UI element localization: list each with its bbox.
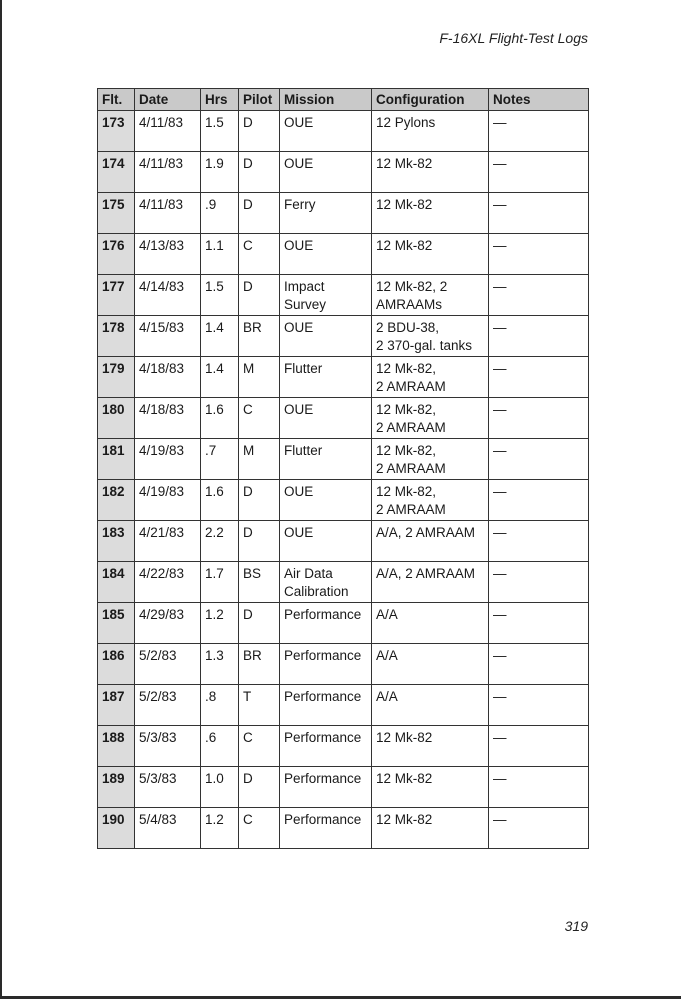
cell-flight-number: 177 bbox=[98, 275, 135, 316]
cell-pilot: D bbox=[239, 521, 280, 562]
cell-pilot: M bbox=[239, 357, 280, 398]
cell-flight-number: 186 bbox=[98, 644, 135, 685]
cell-notes: — bbox=[489, 521, 589, 562]
cell-mission: OUE bbox=[280, 152, 372, 193]
cell-hours: .6 bbox=[201, 726, 239, 767]
table-row bbox=[98, 193, 589, 234]
cell-flight-number: 175 bbox=[98, 193, 135, 234]
cell-mission: Flutter bbox=[280, 357, 372, 398]
cell-configuration: 12 Mk-82, 2 AMRAAM bbox=[372, 439, 489, 480]
header-mission: Mission bbox=[280, 89, 372, 111]
cell-pilot: D bbox=[239, 111, 280, 152]
cell-hours: 1.9 bbox=[201, 152, 239, 193]
flight-test-log-table bbox=[97, 88, 589, 849]
cell-pilot: M bbox=[239, 439, 280, 480]
cell-mission: OUE bbox=[280, 480, 372, 521]
cell-hours: 1.7 bbox=[201, 562, 239, 603]
cell-pilot: C bbox=[239, 398, 280, 439]
table-row bbox=[98, 234, 589, 275]
cell-pilot: D bbox=[239, 767, 280, 808]
cell-notes: — bbox=[489, 562, 589, 603]
cell-date: 5/3/83 bbox=[135, 726, 201, 767]
cell-flight-number: 179 bbox=[98, 357, 135, 398]
cell-date: 4/18/83 bbox=[135, 357, 201, 398]
header-row bbox=[98, 89, 589, 111]
table-row bbox=[98, 398, 589, 439]
cell-mission: OUE bbox=[280, 111, 372, 152]
cell-mission: OUE bbox=[280, 316, 372, 357]
page-left-border bbox=[0, 0, 2, 999]
cell-pilot: D bbox=[239, 193, 280, 234]
cell-flight-number: 184 bbox=[98, 562, 135, 603]
cell-pilot: BR bbox=[239, 644, 280, 685]
cell-date: 5/3/83 bbox=[135, 767, 201, 808]
header-notes: Notes bbox=[489, 89, 589, 111]
table-row bbox=[98, 562, 589, 603]
table-row bbox=[98, 316, 589, 357]
cell-pilot: D bbox=[239, 275, 280, 316]
cell-pilot: BR bbox=[239, 316, 280, 357]
cell-notes: — bbox=[489, 767, 589, 808]
cell-flight-number: 173 bbox=[98, 111, 135, 152]
header-date: Date bbox=[135, 89, 201, 111]
cell-mission: Air Data Calibration bbox=[280, 562, 372, 603]
cell-date: 4/21/83 bbox=[135, 521, 201, 562]
cell-notes: — bbox=[489, 439, 589, 480]
cell-mission: OUE bbox=[280, 398, 372, 439]
cell-mission: Ferry bbox=[280, 193, 372, 234]
cell-notes: — bbox=[489, 193, 589, 234]
cell-date: 4/18/83 bbox=[135, 398, 201, 439]
cell-flight-number: 174 bbox=[98, 152, 135, 193]
cell-flight-number: 189 bbox=[98, 767, 135, 808]
table-row bbox=[98, 480, 589, 521]
cell-notes: — bbox=[489, 234, 589, 275]
table-row bbox=[98, 685, 589, 726]
table-row bbox=[98, 808, 589, 849]
cell-configuration: 12 Mk-82 bbox=[372, 808, 489, 849]
cell-date: 4/14/83 bbox=[135, 275, 201, 316]
cell-flight-number: 178 bbox=[98, 316, 135, 357]
cell-notes: — bbox=[489, 275, 589, 316]
cell-hours: 1.6 bbox=[201, 398, 239, 439]
cell-mission: Performance bbox=[280, 767, 372, 808]
cell-hours: 1.0 bbox=[201, 767, 239, 808]
cell-notes: — bbox=[489, 152, 589, 193]
table-row bbox=[98, 111, 589, 152]
cell-pilot: D bbox=[239, 603, 280, 644]
cell-configuration: A/A bbox=[372, 644, 489, 685]
cell-mission: Performance bbox=[280, 726, 372, 767]
cell-date: 4/19/83 bbox=[135, 439, 201, 480]
cell-configuration: 12 Mk-82 bbox=[372, 767, 489, 808]
cell-notes: — bbox=[489, 685, 589, 726]
cell-flight-number: 188 bbox=[98, 726, 135, 767]
cell-hours: 1.5 bbox=[201, 275, 239, 316]
cell-configuration: A/A, 2 AMRAAM bbox=[372, 521, 489, 562]
cell-hours: 1.4 bbox=[201, 357, 239, 398]
cell-pilot: BS bbox=[239, 562, 280, 603]
cell-hours: 1.2 bbox=[201, 603, 239, 644]
cell-flight-number: 181 bbox=[98, 439, 135, 480]
cell-notes: — bbox=[489, 111, 589, 152]
cell-flight-number: 187 bbox=[98, 685, 135, 726]
table-header bbox=[98, 89, 589, 111]
cell-date: 5/2/83 bbox=[135, 685, 201, 726]
table-row bbox=[98, 357, 589, 398]
cell-hours: 1.3 bbox=[201, 644, 239, 685]
cell-date: 4/13/83 bbox=[135, 234, 201, 275]
cell-hours: .9 bbox=[201, 193, 239, 234]
cell-configuration: A/A bbox=[372, 603, 489, 644]
cell-flight-number: 180 bbox=[98, 398, 135, 439]
cell-notes: — bbox=[489, 603, 589, 644]
cell-flight-number: 176 bbox=[98, 234, 135, 275]
cell-configuration: 12 Mk-82, 2 AMRAAM bbox=[372, 357, 489, 398]
cell-configuration: 12 Mk-82 bbox=[372, 193, 489, 234]
cell-hours: 1.5 bbox=[201, 111, 239, 152]
cell-configuration: 12 Mk-82 bbox=[372, 726, 489, 767]
cell-notes: — bbox=[489, 316, 589, 357]
cell-pilot: T bbox=[239, 685, 280, 726]
running-head: F-16XL Flight-Test Logs bbox=[439, 30, 588, 46]
cell-mission: Flutter bbox=[280, 439, 372, 480]
cell-mission: Performance bbox=[280, 603, 372, 644]
cell-mission: OUE bbox=[280, 521, 372, 562]
cell-configuration: 12 Mk-82 bbox=[372, 234, 489, 275]
cell-mission: Performance bbox=[280, 644, 372, 685]
cell-notes: — bbox=[489, 480, 589, 521]
cell-configuration: 12 Mk-82, 2 AMRAAM bbox=[372, 398, 489, 439]
header-flt: Flt. bbox=[98, 89, 135, 111]
cell-date: 4/29/83 bbox=[135, 603, 201, 644]
cell-configuration: 12 Mk-82, 2 AMRAAM bbox=[372, 480, 489, 521]
table-row bbox=[98, 521, 589, 562]
cell-date: 4/11/83 bbox=[135, 111, 201, 152]
cell-mission: Impact Survey bbox=[280, 275, 372, 316]
cell-pilot: D bbox=[239, 480, 280, 521]
cell-configuration: A/A, 2 AMRAAM bbox=[372, 562, 489, 603]
table-row bbox=[98, 644, 589, 685]
cell-hours: .8 bbox=[201, 685, 239, 726]
cell-date: 5/2/83 bbox=[135, 644, 201, 685]
table-body bbox=[98, 111, 589, 849]
cell-flight-number: 183 bbox=[98, 521, 135, 562]
cell-flight-number: 182 bbox=[98, 480, 135, 521]
cell-pilot: C bbox=[239, 808, 280, 849]
cell-flight-number: 185 bbox=[98, 603, 135, 644]
cell-hours: 1.4 bbox=[201, 316, 239, 357]
cell-configuration: 12 Mk-82 bbox=[372, 152, 489, 193]
cell-mission: Performance bbox=[280, 685, 372, 726]
cell-hours: 1.1 bbox=[201, 234, 239, 275]
page-number: 319 bbox=[564, 918, 588, 934]
cell-mission: OUE bbox=[280, 234, 372, 275]
header-pilot: Pilot bbox=[239, 89, 280, 111]
cell-configuration: 12 Mk-82, 2 AMRAAMs bbox=[372, 275, 489, 316]
table-row bbox=[98, 603, 589, 644]
cell-notes: — bbox=[489, 398, 589, 439]
cell-pilot: C bbox=[239, 234, 280, 275]
cell-notes: — bbox=[489, 726, 589, 767]
cell-pilot: D bbox=[239, 152, 280, 193]
cell-mission: Performance bbox=[280, 808, 372, 849]
cell-date: 4/15/83 bbox=[135, 316, 201, 357]
cell-notes: — bbox=[489, 644, 589, 685]
cell-configuration: 2 BDU-38, 2 370-gal. tanks bbox=[372, 316, 489, 357]
cell-notes: — bbox=[489, 808, 589, 849]
cell-flight-number: 190 bbox=[98, 808, 135, 849]
header-configuration: Configuration bbox=[372, 89, 489, 111]
table-row bbox=[98, 439, 589, 480]
cell-configuration: A/A bbox=[372, 685, 489, 726]
cell-date: 4/11/83 bbox=[135, 152, 201, 193]
cell-hours: 1.6 bbox=[201, 480, 239, 521]
cell-configuration: 12 Pylons bbox=[372, 111, 489, 152]
cell-hours: 1.2 bbox=[201, 808, 239, 849]
header-hrs: Hrs bbox=[201, 89, 239, 111]
cell-hours: 2.2 bbox=[201, 521, 239, 562]
table-row bbox=[98, 726, 589, 767]
cell-hours: .7 bbox=[201, 439, 239, 480]
table-row bbox=[98, 152, 589, 193]
cell-date: 4/19/83 bbox=[135, 480, 201, 521]
cell-date: 5/4/83 bbox=[135, 808, 201, 849]
cell-date: 4/11/83 bbox=[135, 193, 201, 234]
table-row bbox=[98, 767, 589, 808]
cell-pilot: C bbox=[239, 726, 280, 767]
table-row bbox=[98, 275, 589, 316]
cell-date: 4/22/83 bbox=[135, 562, 201, 603]
cell-notes: — bbox=[489, 357, 589, 398]
